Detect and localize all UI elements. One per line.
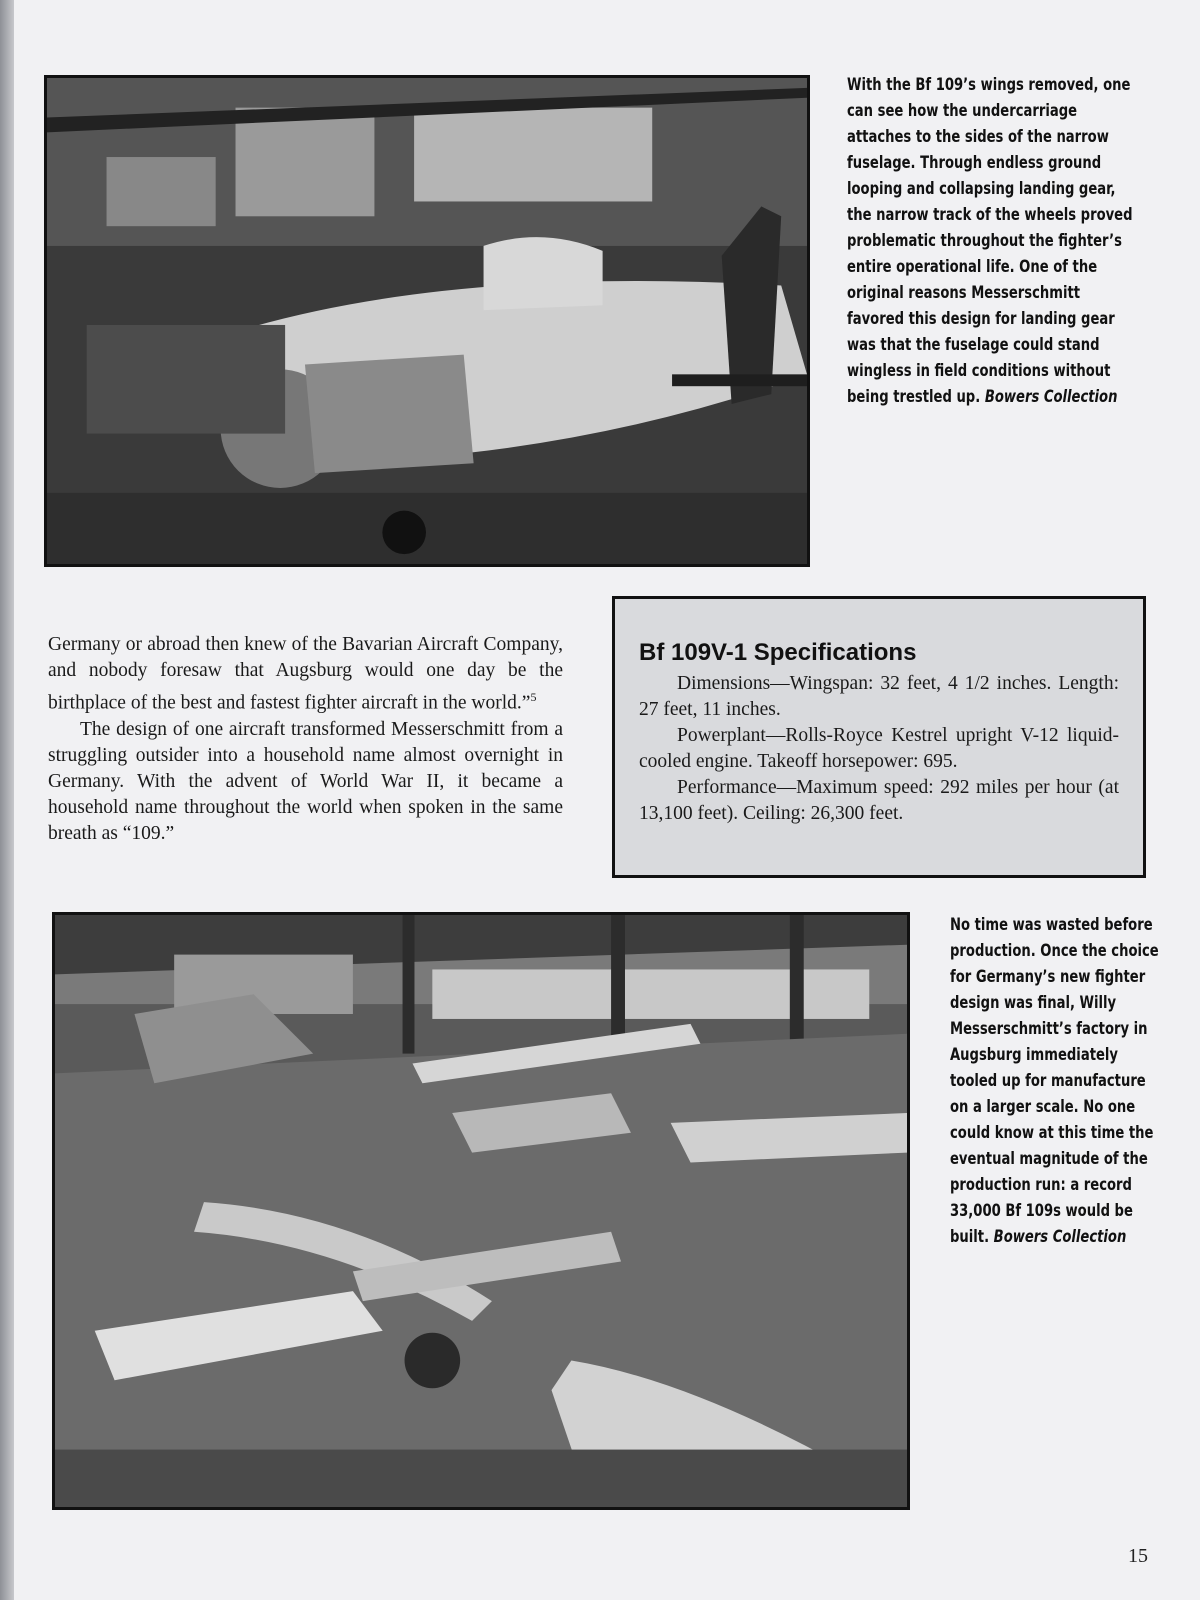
top-caption-credit: Bowers Collection bbox=[984, 387, 1118, 407]
footnote-marker: 5 bbox=[530, 690, 537, 704]
paragraph-1-text: Germany or abroad then knew of the Bavarian Aircraft Company, and nobody foresaw that Augsburg would one day be the birthplace of the best and fastest fighter aircraft in the world.” bbox=[48, 634, 563, 714]
specifications-box bbox=[612, 596, 1146, 878]
bottom-photo-factory-floor bbox=[52, 912, 910, 1510]
body-paragraph-2: The design of one aircraft transformed Messerschmitt from a struggling outsider into a household name almost overnight in Germany. With the advent of World War II, it became a household name throughout the world when spoken in the same breath as “109.” bbox=[48, 718, 563, 844]
bottom-photo-caption bbox=[950, 912, 1161, 1250]
specifications-title: Bf 109V-1 Specifications bbox=[639, 639, 917, 666]
spec-dimensions: Dimensions—Wingspan: 32 feet, 4 1/2 inches. Length: 27 feet, 11 inches. bbox=[639, 673, 1119, 720]
spec-powerplant: Powerplant—Rolls-Royce Kestrel upright V-12 liquid-cooled engine. Takeoff horsepower: 695. bbox=[639, 725, 1119, 772]
body-text bbox=[48, 632, 563, 847]
bottom-caption-credit: Bowers Collection bbox=[993, 1227, 1127, 1247]
page-number: 15 bbox=[1128, 1545, 1148, 1567]
spec-performance: Performance—Maximum speed: 292 miles per hour (at 13,100 feet). Ceiling: 26,300 feet. bbox=[639, 777, 1119, 824]
top-caption-text: With the Bf 109’s wings removed, one can see how the undercarriage attaches to the sides of the narrow fuselage. Through endless ground looping and collapsing landing gear, the narrow track of the wheels proved problematic throughout the fighter’s entire operational life. One of the original reasons Messerschmitt favored this design for landing gear was that the fuselage could stand wingless in field conditions without being trestled up. bbox=[847, 75, 1133, 407]
top-photo-caption bbox=[847, 72, 1139, 410]
adjacent-page-edge bbox=[0, 0, 14, 1600]
top-photo-bf109-hangar bbox=[44, 75, 810, 567]
bottom-caption-text: No time was wasted before production. Once the choice for Germany’s new fighter design was final, Willy Messerschmitt’s factory in Augsburg immediately tooled up for manufacture on a larger scale. No one could know at this time the eventual magnitude of the production run: a record 33,000 Bf 109s would be built. bbox=[950, 915, 1159, 1247]
body-paragraph-1 bbox=[48, 632, 563, 717]
